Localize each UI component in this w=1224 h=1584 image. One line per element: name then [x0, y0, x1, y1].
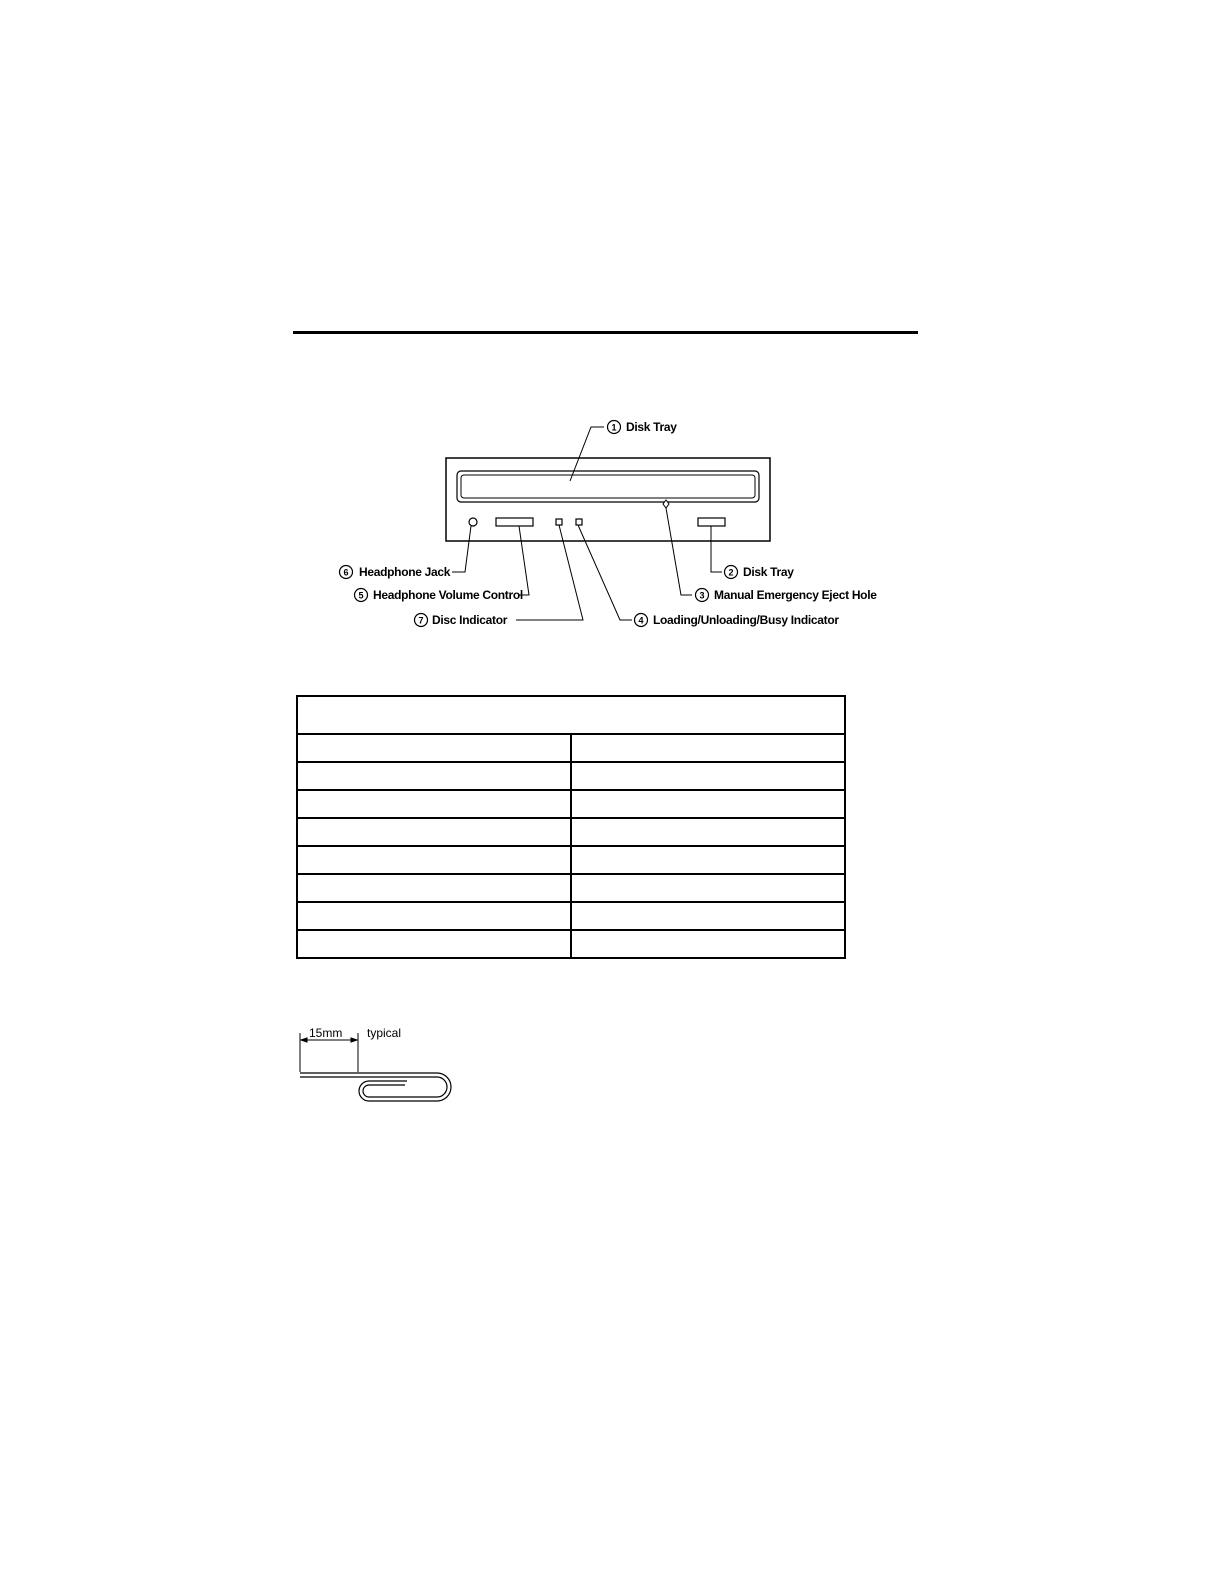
leader-5: [519, 526, 529, 595]
disc-indicator-shape: [556, 519, 562, 525]
callout-4-num: 4: [638, 615, 644, 626]
table-cell-num: [297, 762, 571, 790]
table-row: [297, 846, 845, 874]
table-row: [297, 790, 845, 818]
callout-6-num: 6: [343, 567, 349, 578]
table-cell-text: [571, 846, 845, 874]
callout-3-label: Manual Emergency Eject Hole: [714, 588, 877, 602]
table-cell-num: [297, 902, 571, 930]
table-cell-num: [297, 846, 571, 874]
callout-1-num: 1: [611, 422, 617, 433]
busy-indicator-shape: [576, 519, 582, 525]
table-header-row: [297, 696, 845, 734]
table-row: [297, 734, 845, 762]
callout-6-label: Headphone Jack: [359, 565, 451, 579]
table-cell-text: [571, 902, 845, 930]
table-cell-num: [297, 874, 571, 902]
table-cell-text: [571, 734, 845, 762]
paperclip-typical-label: typical: [367, 1026, 402, 1040]
table-cell-num: [297, 818, 571, 846]
table-cell-text: [571, 818, 845, 846]
disk-tray-slot: [457, 471, 759, 502]
paperclip-dimension-label: 15mm: [309, 1026, 343, 1040]
table-row: [297, 762, 845, 790]
table-row: [297, 874, 845, 902]
callout-2-num: 2: [728, 567, 734, 578]
table-cell-text: [571, 874, 845, 902]
callout-5-num: 5: [358, 590, 364, 601]
eject-hole-shape: [663, 500, 669, 508]
table-cell-text: [571, 790, 845, 818]
table-header-cell: [297, 696, 845, 734]
paperclip-shape: [300, 1073, 451, 1101]
leader-6: [452, 526, 471, 572]
volume-control-shape: [496, 518, 533, 526]
callout-4-label: Loading/Unloading/Busy Indicator: [653, 613, 839, 627]
table-cell-text: [571, 762, 845, 790]
leader-1: [570, 427, 604, 481]
callout-7-label: Disc Indicator: [432, 613, 508, 627]
table-cell-num: [297, 930, 571, 958]
callout-3-num: 3: [699, 590, 705, 601]
table-cell-num: [297, 790, 571, 818]
disk-tray-inner: [461, 475, 755, 498]
headphone-jack-shape: [469, 518, 477, 526]
indicator-table: [296, 695, 846, 959]
table-cell-text: [571, 930, 845, 958]
table-row: [297, 930, 845, 958]
leader-3: [666, 508, 692, 595]
leader-2: [711, 526, 722, 572]
eject-button-shape: [698, 518, 725, 526]
table-row: [297, 902, 845, 930]
callout-2-label: Disk Tray: [743, 565, 794, 579]
callout-1-label: Disk Tray: [626, 420, 677, 434]
leader-4: [578, 525, 632, 620]
table-row: [297, 818, 845, 846]
table-cell-num: [297, 734, 571, 762]
callout-5-label: Headphone Volume Control: [373, 588, 523, 602]
callout-7-num: 7: [418, 615, 424, 626]
